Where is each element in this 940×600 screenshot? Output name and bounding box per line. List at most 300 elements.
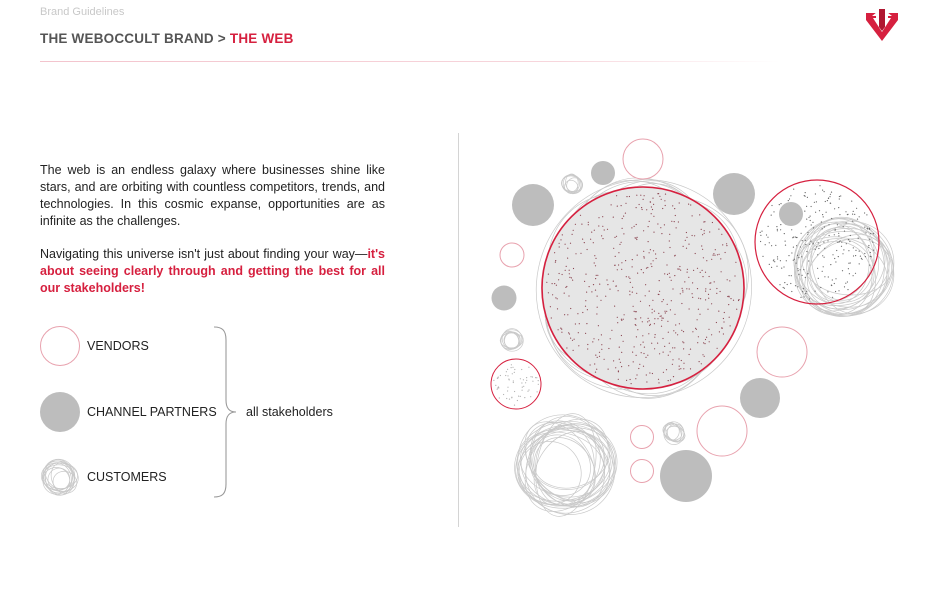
texture-dot [692,297,693,298]
texture-dot [621,205,622,206]
texture-dot [599,352,600,353]
texture-dot [769,264,770,265]
texture-dot [703,221,704,222]
texture-dot [552,294,553,295]
texture-dot [621,335,622,336]
texture-dot [625,203,626,204]
texture-dot [704,356,705,357]
texture-dot [652,209,653,210]
texture-dot [671,280,672,281]
texture-dot [814,202,815,203]
texture-dot [685,240,686,241]
partner-circle [492,286,517,311]
texture-dot [846,243,847,244]
texture-dot [593,284,594,285]
texture-dot [796,245,797,246]
texture-dot [805,293,806,294]
texture-dot [649,320,650,321]
texture-dot [795,236,796,237]
texture-dot [565,244,566,245]
texture-dot [615,256,616,257]
texture-dot [619,359,620,360]
texture-dot [621,320,622,321]
texture-dot [617,206,618,207]
texture-dot [805,226,806,227]
texture-dot [514,372,515,373]
texture-dot [574,339,575,340]
texture-dot [850,262,851,263]
weboccult-logo-icon[interactable] [862,7,902,45]
texture-dot [658,313,659,314]
texture-dot [674,347,675,348]
texture-dot [695,253,696,254]
texture-dot [700,298,701,299]
texture-dot [653,216,654,217]
texture-dot [555,297,556,298]
texture-dot [791,252,792,253]
texture-dot [635,324,636,325]
texture-dot [578,332,579,333]
texture-dot [712,222,713,223]
vendor-circle [757,327,807,377]
intro-paragraph: The web is an endless galaxy where businesses shine like stars, and are orbiting with countless competitors, trends, and technologies. In this cosmic expanse, opportunities are as infinite as the challenges. [40,163,385,228]
texture-dot [611,204,612,205]
texture-dot [652,309,653,310]
texture-dot [766,234,767,235]
texture-dot [667,274,668,275]
texture-dot [703,257,704,258]
texture-dot [723,321,724,322]
texture-dot [568,295,569,296]
texture-dot [678,221,679,222]
texture-dot [830,203,831,204]
texture-dot [859,263,860,264]
texture-dot [665,205,666,206]
texture-dot [686,232,687,233]
texture-dot [812,243,813,244]
texture-dot [824,276,825,277]
texture-dot [836,250,837,251]
texture-dot [688,277,689,278]
texture-dot [832,254,833,255]
texture-dot [623,319,624,320]
texture-dot [655,334,656,335]
texture-dot [805,244,806,245]
texture-dot [654,348,655,349]
texture-dot [654,318,655,319]
texture-dot [771,267,772,268]
texture-dot [594,262,595,263]
texture-dot [705,272,706,273]
texture-dot [648,333,649,334]
texture-dot [800,246,801,247]
texture-dot [526,380,527,381]
texture-dot [621,262,622,263]
texture-dot [829,196,830,197]
texture-dot [784,282,785,283]
customer-scribble-icon [40,457,80,497]
texture-dot [562,234,563,235]
texture-dot [586,323,587,324]
texture-dot [596,369,597,370]
texture-dot [530,396,531,397]
texture-dot [824,257,825,258]
texture-dot [806,291,807,292]
texture-dot [809,298,810,299]
texture-dot [717,348,718,349]
texture-dot [593,242,594,243]
texture-dot [786,260,787,261]
texture-dot [661,199,662,200]
vendor-circle [631,460,654,483]
texture-dot [546,282,547,283]
texture-dot [629,278,630,279]
texture-dot [683,342,684,343]
texture-dot [688,204,689,205]
texture-dot [834,234,835,235]
texture-dot [621,269,622,270]
texture-dot [512,367,513,368]
texture-dot [713,255,714,256]
texture-dot [867,228,868,229]
texture-dot [648,241,649,242]
texture-dot [692,282,693,283]
texture-dot [818,242,819,243]
texture-dot [527,391,528,392]
texture-dot [828,276,829,277]
upper-right-partner [779,202,803,226]
texture-dot [682,290,683,291]
texture-dot [859,251,860,252]
texture-dot [713,253,714,254]
texture-dot [644,347,645,348]
texture-dot [632,287,633,288]
texture-dot [571,277,572,278]
texture-dot [838,290,839,291]
texture-dot [704,233,705,234]
texture-dot [709,341,710,342]
texture-dot [564,293,565,294]
texture-dot [532,381,533,382]
texture-dot [601,235,602,236]
texture-dot [704,230,705,231]
texture-dot [845,283,846,284]
texture-dot [821,221,822,222]
texture-dot [667,321,668,322]
texture-dot [858,238,859,239]
texture-dot [613,217,614,218]
texture-dot [805,240,806,241]
texture-dot [682,288,683,289]
texture-dot [664,273,665,274]
texture-dot [641,352,642,353]
texture-dot [625,213,626,214]
texture-dot [600,300,601,301]
texture-dot [555,262,556,263]
texture-dot [692,235,693,236]
texture-dot [690,349,691,350]
texture-dot [556,285,557,286]
texture-dot [694,235,695,236]
texture-dot [679,266,680,267]
texture-dot [684,281,685,282]
texture-dot [810,241,811,242]
texture-dot [594,230,595,231]
texture-dot [497,389,498,390]
texture-dot [506,371,507,372]
texture-dot [665,194,666,195]
texture-dot [655,253,656,254]
texture-dot [614,237,615,238]
texture-dot [779,204,780,205]
texture-dot [783,287,784,288]
texture-dot [865,256,866,257]
texture-dot [559,273,560,274]
texture-dot [561,329,562,330]
texture-dot [716,322,717,323]
texture-dot [681,360,682,361]
texture-dot [595,278,596,279]
texture-dot [598,339,599,340]
texture-dot [680,293,681,294]
texture-dot [738,299,739,300]
texture-dot [802,275,803,276]
texture-dot [689,288,690,289]
texture-dot [640,301,641,302]
texture-dot [608,348,609,349]
texture-dot [663,318,664,319]
texture-dot [530,376,531,377]
texture-dot [661,320,662,321]
texture-dot [617,269,618,270]
texture-dot [598,225,599,226]
partner-circle [660,450,712,502]
texture-dot [643,256,644,257]
texture-dot [840,195,841,196]
texture-dot [771,215,772,216]
texture-dot [711,259,712,260]
texture-dot [575,323,576,324]
texture-dot [788,255,789,256]
texture-dot [844,286,845,287]
texture-dot [767,237,768,238]
texture-dot [635,238,636,239]
texture-dot [579,323,580,324]
texture-dot [558,279,559,280]
texture-dot [498,377,499,378]
texture-dot [554,283,555,284]
texture-dot [654,337,655,338]
texture-dot [594,363,595,364]
texture-dot [538,380,539,381]
texture-dot [674,275,675,276]
texture-dot [652,312,653,313]
texture-dot [870,252,871,253]
texture-dot [687,269,688,270]
texture-dot [647,321,648,322]
texture-dot [674,208,675,209]
texture-dot [569,273,570,274]
texture-dot [824,248,825,249]
texture-dot [716,288,717,289]
texture-dot [855,255,856,256]
texture-dot [659,280,660,281]
texture-dot [632,352,633,353]
partner-circle [713,173,755,215]
texture-dot [822,255,823,256]
texture-dot [815,249,816,250]
texture-dot [831,192,832,193]
texture-dot [511,397,512,398]
texture-dot [700,272,701,273]
texture-dot [669,240,670,241]
texture-dot [643,230,644,231]
texture-dot [869,228,870,229]
texture-dot [641,269,642,270]
texture-dot [873,233,874,234]
texture-dot [552,283,553,284]
texture-dot [663,299,664,300]
texture-dot [686,237,687,238]
texture-dot [860,256,861,257]
vertical-divider [458,133,459,527]
vendor-circle-icon [40,326,80,366]
texture-dot [714,255,715,256]
partner-circle [512,184,554,226]
texture-dot [558,329,559,330]
vendor-circle [491,359,541,409]
texture-dot [651,266,652,267]
texture-dot [697,288,698,289]
texture-dot [613,281,614,282]
texture-dot [760,235,761,236]
texture-dot [557,308,558,309]
texture-dot [701,229,702,230]
texture-dot [839,196,840,197]
texture-dot [560,328,561,329]
texture-dot [768,226,769,227]
header-divider [40,61,780,62]
texture-dot [721,234,722,235]
texture-dot [697,342,698,343]
texture-dot [522,390,523,391]
texture-dot [718,229,719,230]
texture-dot [661,301,662,302]
texture-dot [569,270,570,271]
texture-dot [632,259,633,260]
texture-dot [810,220,811,221]
customer-scribble [660,420,689,446]
texture-dot [536,377,537,378]
texture-dot [830,264,831,265]
texture-dot [707,309,708,310]
texture-dot [635,318,636,319]
texture-dot [538,384,539,385]
texture-dot [795,285,796,286]
texture-dot [641,207,642,208]
texture-dot [620,362,621,363]
texture-dot [847,281,848,282]
texture-dot [626,276,627,277]
texture-dot [697,268,698,269]
texture-dot [813,227,814,228]
texture-dot [670,309,671,310]
texture-dot [760,232,761,233]
texture-dot [853,255,854,256]
texture-dot [676,227,677,228]
texture-dot [637,255,638,256]
texture-dot [664,200,665,201]
texture-dot [687,272,688,273]
texture-dot [683,363,684,364]
texture-dot [578,345,579,346]
texture-dot [650,324,651,325]
texture-dot [736,309,737,310]
breadcrumb-parent[interactable]: THE WEBOCCULT BRAND [40,31,214,46]
texture-dot [696,329,697,330]
texture-dot [823,216,824,217]
texture-dot [669,247,670,248]
texture-dot [804,195,805,196]
texture-dot [585,333,586,334]
texture-dot [812,222,813,223]
texture-dot [557,298,558,299]
texture-dot [785,241,786,242]
texture-dot [796,263,797,264]
texture-dot [631,383,632,384]
texture-dot [636,224,637,225]
texture-dot [551,317,552,318]
texture-dot [722,244,723,245]
texture-dot [839,241,840,242]
texture-dot [509,399,510,400]
texture-dot [680,368,681,369]
texture-dot [573,350,574,351]
texture-dot [806,251,807,252]
texture-dot [654,323,655,324]
texture-dot [834,283,835,284]
texture-dot [626,196,627,197]
texture-dot [718,311,719,312]
texture-dot [702,354,703,355]
texture-dot [493,380,494,381]
texture-dot [670,351,671,352]
texture-dot [666,311,667,312]
texture-dot [668,355,669,356]
texture-dot [647,355,648,356]
texture-dot [507,387,508,388]
texture-dot [658,379,659,380]
texture-dot [852,214,853,215]
texture-dot [518,396,519,397]
texture-dot [511,367,512,368]
vendor-dotted-circle [493,364,539,406]
texture-dot [662,208,663,209]
texture-dot [666,369,667,370]
texture-dot [632,292,633,293]
texture-dot [838,256,839,257]
texture-dot [618,379,619,380]
texture-dot [663,252,664,253]
texture-dot [614,306,615,307]
texture-dot [520,378,521,379]
texture-dot [692,215,693,216]
texture-dot [730,325,731,326]
texture-dot [820,287,821,288]
texture-dot [672,364,673,365]
texture-dot [864,253,865,254]
texture-dot [629,294,630,295]
